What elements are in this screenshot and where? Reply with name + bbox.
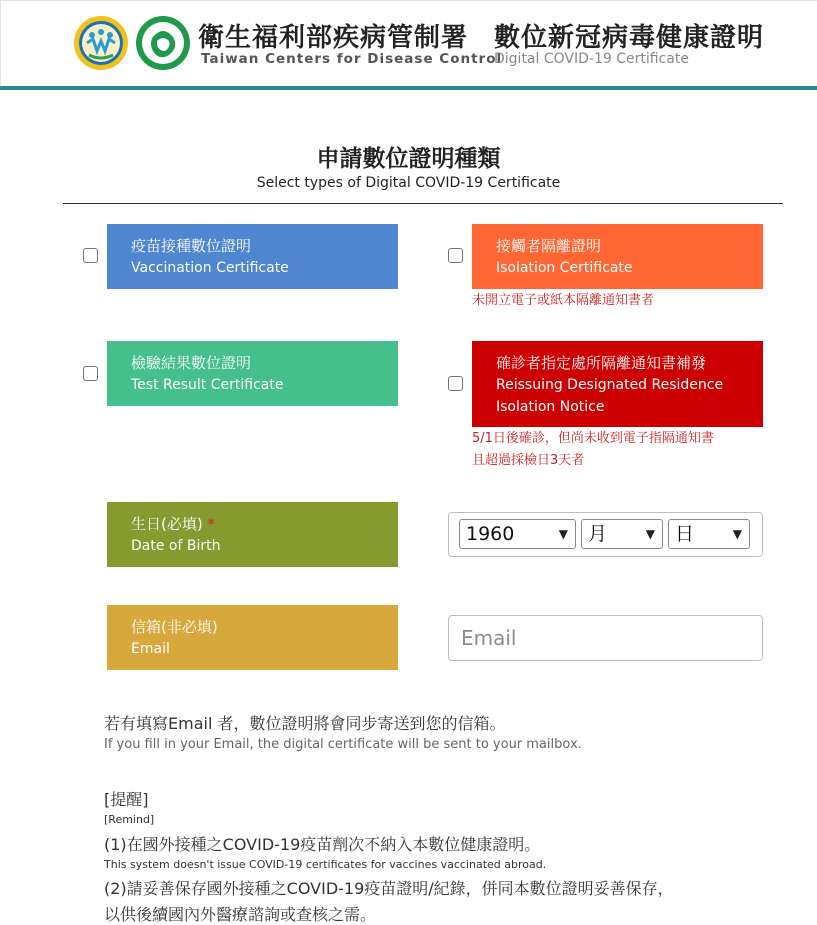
- birth-label-en: Date of Birth: [131, 538, 221, 554]
- cert-title-en: Digital COVID-19 Certificate: [494, 51, 689, 67]
- remind-item1-zh: (1)在國外接種之COVID-19疫苗劑次不納入本數位健康證明。: [104, 835, 541, 854]
- test-result-label-zh: 檢驗結果數位證明: [131, 354, 252, 372]
- test-result-label-en: Test Result Certificate: [131, 377, 284, 393]
- vaccination-option-card[interactable]: [107, 224, 398, 289]
- birth-label-card: [107, 502, 398, 567]
- birth-day-select[interactable]: [668, 519, 750, 549]
- vaccination-checkbox[interactable]: [83, 248, 98, 263]
- reissue-label-en-line2: Isolation Notice: [496, 399, 605, 415]
- header-accent-bar: [0, 86, 817, 90]
- chevron-down-icon: ▼: [645, 527, 655, 541]
- email-label-en: Email: [131, 641, 170, 657]
- isolation-note: 未開立電子或紙本隔離通知書者: [472, 293, 655, 308]
- email-label-zh: 信箱(非必填): [131, 618, 218, 636]
- reissue-label-en-line1: Reissuing Designated Residence: [496, 377, 724, 393]
- cdc-logo-icon: [135, 15, 191, 71]
- isolation-option-card[interactable]: [472, 224, 763, 289]
- test-result-option-card[interactable]: [107, 341, 398, 406]
- section-title-en: Select types of Digital COVID-19 Certificate: [256, 175, 561, 191]
- required-mark: *: [207, 515, 215, 533]
- moh-logo-icon: [73, 15, 129, 71]
- remind-heading-zh: [提醒]: [104, 790, 149, 809]
- isolation-label-zh: 接觸者隔離證明: [496, 237, 602, 255]
- email-info-zh: 若有填寫Email 者，數位證明將會同步寄送到您的信箱。: [104, 714, 506, 733]
- org-name-zh: 衛生福利部疾病管制署: [198, 23, 469, 53]
- site-header: [0, 0, 817, 86]
- birth-day-value: 日: [675, 523, 695, 545]
- remind-item1-en: This system doesn't issue COVID-19 certificates for vaccines vaccinated abroad.: [104, 858, 547, 871]
- email-label-card: [107, 605, 398, 670]
- chevron-down-icon: ▼: [732, 527, 742, 541]
- test-result-checkbox[interactable]: [83, 366, 98, 381]
- birth-year-value: 1960: [466, 523, 515, 545]
- birth-date-group: [448, 512, 763, 557]
- email-input[interactable]: [448, 615, 763, 661]
- section-title-zh: 申請數位證明種類: [316, 146, 501, 172]
- reissue-option-card[interactable]: [472, 341, 763, 427]
- reissue-label-zh: 確診者指定處所隔離通知書補發: [496, 354, 707, 372]
- birth-label-zh-wrap: [131, 513, 398, 535]
- section-divider: [63, 203, 783, 204]
- vaccination-label-zh: 疫苗接種數位證明: [131, 237, 252, 255]
- isolation-checkbox[interactable]: [448, 248, 463, 263]
- cert-title-zh: 數位新冠病毒健康證明: [494, 23, 765, 53]
- birth-month-value: 月: [588, 523, 608, 545]
- vaccination-label-en: Vaccination Certificate: [131, 260, 289, 276]
- remind-heading-en: [Remind]: [104, 813, 155, 826]
- reissue-note-line2: 且超過採檢日3天者: [472, 453, 585, 468]
- org-name-en: Taiwan Centers for Disease Control: [201, 51, 503, 67]
- chevron-down-icon: ▼: [558, 527, 568, 541]
- birth-year-select[interactable]: [459, 519, 576, 549]
- reissue-note-line1: 5/1日後確診，但尚未收到電子指隔通知書: [472, 431, 714, 446]
- isolation-label-en: Isolation Certificate: [496, 260, 633, 276]
- remind-item2-zh-line2: 以供後續國內外醫療諮詢或查核之需。: [104, 905, 377, 924]
- birth-month-select[interactable]: [581, 519, 663, 549]
- birth-label-zh: 生日(必填): [131, 515, 203, 533]
- remind-item2-zh-line1: (2)請妥善保存國外接種之COVID-19疫苗證明/紀錄，併同本數位證明妥善保存，: [104, 879, 674, 898]
- reissue-checkbox[interactable]: [448, 376, 463, 391]
- email-info-en: If you fill in your Email, the digital certificate will be sent to your mailbox.: [104, 737, 582, 752]
